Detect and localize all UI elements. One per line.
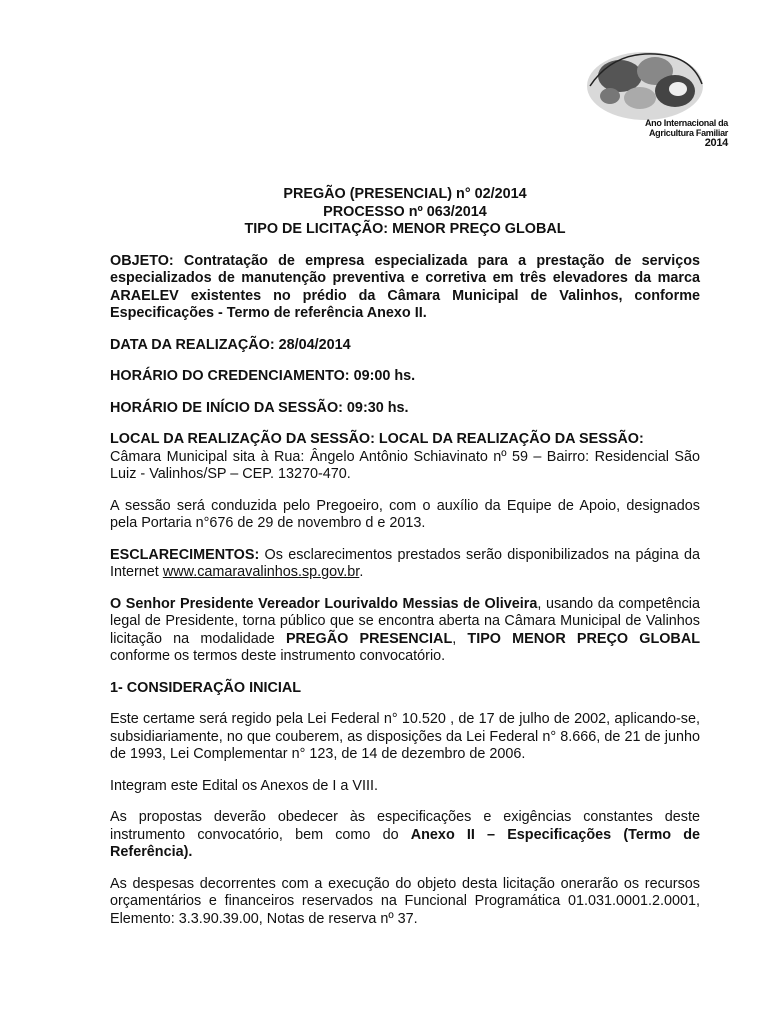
section-1-title: 1- CONSIDERAÇÃO INICIAL: [110, 679, 302, 696]
horario-credenciamento: HORÁRIO DO CREDENCIAMENTO: 09:00 hs.: [110, 368, 416, 384]
presidente-text-1: , usando da competência legal de Presidente, torna público que se encontra aberta na Câmara Municipal de Valinhos licitação na modalidade: [110, 595, 700, 647]
sessao-paragraph: A sessão será conduzida pelo Pregoeiro, com o auxílio da Equipe de Apoio, designados pela Portaria n°676 de 29 de novembro d e 2013.: [110, 497, 700, 531]
section-1-paragraph-4: As despesas decorrentes com a execução do objeto desta licitação onerarão os recursos orçamentários e financeiros reservados na Funcional Programática 01.031.0001.2.0001, Elemento: 3.3.90.39.00, Notas de reserva nº 37.: [110, 875, 700, 927]
esclarecimentos-label: ESCLARECIMENTOS:: [110, 546, 260, 563]
presidente-name: O Senhor Presidente Vereador Lourivaldo Messias de Oliveira: [110, 595, 538, 612]
esclarecimentos-text: Os esclarecimentos prestados serão disponibilizados na página da Internet: [110, 546, 700, 580]
section-1-paragraph-1: Este certame será regido pela Lei Federal n° 10.520 , de 17 de julho de 2002, aplicando-se, subsidiariamente, no que couberem, as disposições da Lei Federal n° 8.666, de 21 de junho de 1993, Lei Complementar n° 123, de 14 de dezembro de 2006.: [110, 711, 700, 762]
logo-line-3: 2014: [704, 137, 728, 149]
document-body: [110, 186, 700, 928]
local-heading: LOCAL DA REALIZAÇÃO DA SESSÃO: LOCAL DA REALIZAÇÃO DA SESSÃO:: [110, 431, 644, 447]
section-1-paragraph-3: [110, 809, 700, 862]
logo-line-2: Agricultura Familiar: [648, 128, 728, 138]
modalidade: PREGÃO PRESENCIAL: [285, 630, 453, 647]
p3-text: As propostas deverão obedecer às especificações e exigências constantes deste instrumento convocatório, bem como do: [110, 809, 700, 843]
horario-inicio: HORÁRIO DE INÍCIO DA SESSÃO: 09:30 hs.: [110, 399, 409, 416]
esclarecimentos-paragraph: [110, 547, 700, 582]
presidente-text-2: conforme os termos deste instrumento convocatório.: [110, 648, 446, 664]
header-line-3: TIPO DE LICITAÇÃO: MENOR PREÇO GLOBAL: [244, 221, 566, 237]
esclarecimentos-end: .: [359, 564, 364, 580]
header-line-1: PREGÃO (PRESENCIAL) n° 02/2014: [283, 186, 527, 202]
objeto-paragraph: OBJETO: Contratação de empresa especializada para a prestação de serviços especializados de manutenção preventiva e corretiva em três elevadores da marca ARAELEV existentes no prédio da Câmara Municipal de Valinhos, conforme Especificações - Termo de referência Anexo II.: [110, 252, 700, 321]
logo: [580, 46, 730, 156]
local-text: Câmara Municipal sita à Rua: Ângelo Antônio Schiavinato nº 59 – Bairro: Residencial São Luiz - Valinhos/SP – CEP. 13270-470.: [110, 448, 700, 482]
tipo: TIPO MENOR PREÇO GLOBAL: [467, 630, 701, 647]
logo-emblem-icon: [580, 46, 730, 126]
header-line-2: PROCESSO nº 063/2014: [323, 203, 487, 220]
presidente-comma: ,: [452, 630, 457, 647]
data-realizacao: DATA DA REALIZAÇÃO: 28/04/2014: [110, 336, 351, 353]
website-link[interactable]: www.camaravalinhos.sp.gov.br: [162, 564, 360, 580]
presidente-paragraph: [110, 596, 700, 666]
section-1-paragraph-2: Integram este Edital os Anexos de I a VIII.: [110, 777, 378, 794]
p3-bold: Anexo II – Especificações (Termo de Referência).: [110, 826, 700, 860]
logo-line-1: Ano Internacional da: [644, 118, 728, 128]
